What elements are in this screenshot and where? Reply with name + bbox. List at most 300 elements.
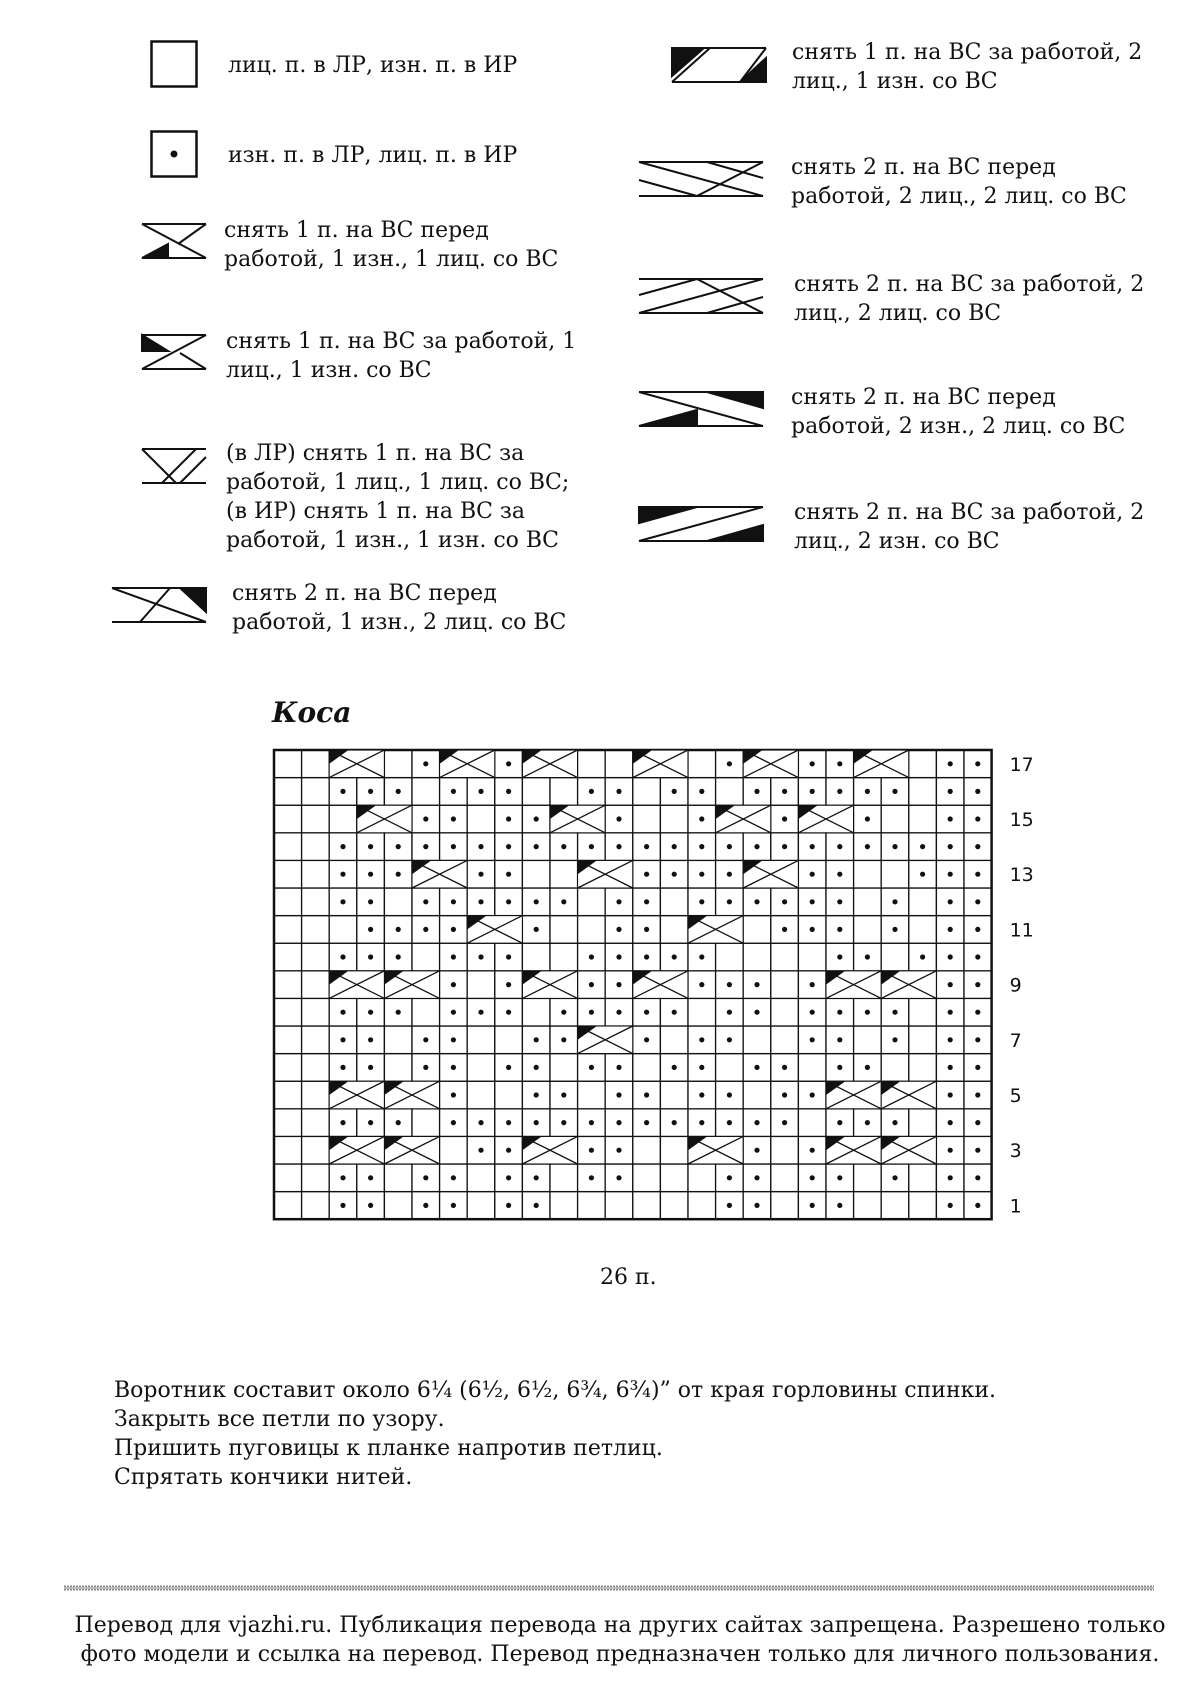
chart-cell bbox=[495, 1081, 523, 1109]
chart-cell bbox=[909, 1109, 937, 1137]
chart-cell bbox=[743, 943, 771, 971]
purl-dot bbox=[340, 1037, 345, 1042]
purl-dot bbox=[975, 1203, 980, 1208]
purl-dot bbox=[754, 1148, 759, 1153]
legend-text-line: снять 2 п. на ВС перед bbox=[791, 155, 1056, 180]
legend-text-line: лиц., 1 изн. со ВС bbox=[226, 358, 432, 383]
purl-dot bbox=[451, 982, 456, 987]
purl-dot bbox=[396, 1120, 401, 1125]
decorative-divider bbox=[64, 1583, 1154, 1593]
purl-dot bbox=[837, 1120, 842, 1125]
chart-cell bbox=[302, 1136, 330, 1164]
purl-dot bbox=[534, 899, 539, 904]
chart-cell bbox=[522, 943, 550, 971]
purl-dot bbox=[506, 954, 511, 959]
chart-cell bbox=[274, 833, 302, 861]
purl-dot bbox=[451, 1203, 456, 1208]
purl-dot bbox=[478, 1010, 483, 1015]
purl-dot bbox=[506, 982, 511, 987]
chart-cell bbox=[743, 1081, 771, 1109]
chart-cell bbox=[716, 943, 744, 971]
purl-dot bbox=[589, 1148, 594, 1153]
chart-cell bbox=[522, 998, 550, 1026]
purl-dot bbox=[478, 844, 483, 849]
chart-cell bbox=[467, 971, 495, 999]
purl-dot bbox=[699, 982, 704, 987]
chart-cell bbox=[550, 1192, 578, 1220]
legend-text-line: работой, 1 изн., 1 изн. со ВС bbox=[226, 528, 559, 553]
purl-dot bbox=[561, 1092, 566, 1097]
chart-cell bbox=[909, 750, 937, 778]
row-number-label: 1 bbox=[1009, 1195, 1022, 1218]
purl-dot bbox=[727, 872, 732, 877]
purl-dot bbox=[451, 1092, 456, 1097]
purl-dot bbox=[782, 927, 787, 932]
purl-dot bbox=[561, 1010, 566, 1015]
legend-text-line: лиц., 1 изн. со ВС bbox=[792, 69, 998, 94]
purl-dot bbox=[727, 982, 732, 987]
purl-dot bbox=[589, 1010, 594, 1015]
purl-dot bbox=[644, 927, 649, 932]
purl-dot bbox=[616, 1175, 621, 1180]
purl-dot bbox=[506, 1065, 511, 1070]
purl-dot bbox=[478, 1148, 483, 1153]
purl-dot bbox=[672, 789, 677, 794]
purl-dot bbox=[810, 872, 815, 877]
purl-dot bbox=[699, 816, 704, 821]
purl-dot bbox=[727, 844, 732, 849]
purl-dot bbox=[948, 899, 953, 904]
purl-dot bbox=[368, 954, 373, 959]
chart-cell bbox=[302, 1054, 330, 1082]
purl-dot bbox=[699, 844, 704, 849]
chart-cell bbox=[274, 888, 302, 916]
footer-line: фото модели и ссылка на перевод. Перевод предназначен только для личного пользования. bbox=[80, 1642, 1160, 1667]
chart-cell bbox=[798, 1054, 826, 1082]
purl-dot bbox=[975, 954, 980, 959]
footer-line: Перевод для vjazhi.ru. Публикация перевода на других сайтах запрещена. Разрешено только bbox=[74, 1613, 1166, 1638]
chart-cell bbox=[550, 943, 578, 971]
instruction-line: Закрыть все петли по узору. bbox=[114, 1407, 445, 1432]
legend-text-line: работой, 2 лиц., 2 лиц. со ВС bbox=[791, 184, 1127, 209]
chart-cell bbox=[274, 805, 302, 833]
purl-dot bbox=[423, 1065, 428, 1070]
row-number-label: 7 bbox=[1009, 1029, 1022, 1052]
purl-dot bbox=[423, 844, 428, 849]
purl-dot bbox=[340, 899, 345, 904]
chart-cell bbox=[771, 971, 799, 999]
chart-cell bbox=[771, 1136, 799, 1164]
chart-cell bbox=[274, 1054, 302, 1082]
purl-dot bbox=[948, 844, 953, 849]
purl-dot bbox=[368, 899, 373, 904]
purl-dot bbox=[616, 1120, 621, 1125]
purl-dot bbox=[451, 899, 456, 904]
purl-dot bbox=[948, 872, 953, 877]
chart-cell bbox=[274, 943, 302, 971]
purl-dot bbox=[810, 1148, 815, 1153]
chart-cell bbox=[578, 1081, 606, 1109]
purl-dot bbox=[837, 1065, 842, 1070]
purl-dot bbox=[865, 816, 870, 821]
chart-cell bbox=[881, 943, 909, 971]
purl-dot bbox=[534, 1120, 539, 1125]
purl-dot bbox=[754, 1175, 759, 1180]
chart-cell bbox=[854, 888, 882, 916]
purl-dot bbox=[423, 927, 428, 932]
purl-dot bbox=[561, 1037, 566, 1042]
chart-cell bbox=[578, 916, 606, 944]
chart-cell bbox=[605, 1192, 633, 1220]
chart-cell bbox=[660, 916, 688, 944]
chart-cell bbox=[909, 916, 937, 944]
chart-cell bbox=[329, 805, 357, 833]
purl-dot bbox=[892, 789, 897, 794]
instruction-line: Воротник составит около 6¼ (6½, 6½, 6¾, 6¾)” от края горловины спинки. bbox=[114, 1378, 997, 1403]
legend-text-line: лиц., 2 лиц. со ВС bbox=[794, 301, 1002, 326]
chart-cell bbox=[302, 1109, 330, 1137]
purl-dot bbox=[948, 954, 953, 959]
chart-cell bbox=[274, 998, 302, 1026]
legend-text-line: снять 2 п. на ВС за работой, 2 bbox=[794, 272, 1145, 297]
purl-dot bbox=[368, 927, 373, 932]
chart-title: Коса bbox=[272, 696, 352, 729]
purl-dot bbox=[616, 1092, 621, 1097]
chart-stitch-count: 26 п. bbox=[600, 1265, 657, 1290]
chart-cell bbox=[302, 1081, 330, 1109]
chart-cell bbox=[909, 1192, 937, 1220]
purl-dot bbox=[837, 927, 842, 932]
purl-dot bbox=[975, 982, 980, 987]
purl-dot bbox=[727, 1037, 732, 1042]
chart-cell bbox=[302, 888, 330, 916]
purl-dot bbox=[782, 789, 787, 794]
purl-dot bbox=[948, 1148, 953, 1153]
chart-cell bbox=[881, 1192, 909, 1220]
purl-dot bbox=[837, 844, 842, 849]
chart-cell bbox=[550, 860, 578, 888]
chart-cell bbox=[302, 998, 330, 1026]
purl-dot bbox=[368, 1120, 373, 1125]
chart-cell bbox=[302, 1164, 330, 1192]
purl-dot bbox=[948, 1175, 953, 1180]
chart-cell bbox=[302, 943, 330, 971]
purl-dot bbox=[644, 1037, 649, 1042]
chart-cell bbox=[302, 750, 330, 778]
purl-dot bbox=[920, 844, 925, 849]
purl-dot bbox=[754, 844, 759, 849]
purl-dot bbox=[506, 1010, 511, 1015]
purl-dot bbox=[616, 927, 621, 932]
purl-dot bbox=[948, 982, 953, 987]
purl-dot bbox=[478, 1120, 483, 1125]
purl-dot bbox=[534, 1175, 539, 1180]
purl-dot bbox=[837, 1203, 842, 1208]
chart-cell bbox=[412, 998, 440, 1026]
purl-dot bbox=[451, 1037, 456, 1042]
chart-cell bbox=[467, 1054, 495, 1082]
purl-dot bbox=[948, 761, 953, 766]
purl-dot bbox=[810, 982, 815, 987]
row-number-label: 13 bbox=[1009, 864, 1034, 887]
chart-cell bbox=[467, 805, 495, 833]
purl-dot bbox=[810, 1175, 815, 1180]
purl-dot bbox=[782, 1092, 787, 1097]
purl-dot bbox=[506, 872, 511, 877]
purl-dot bbox=[589, 1175, 594, 1180]
purl-dot bbox=[534, 1065, 539, 1070]
purl-dot bbox=[672, 1065, 677, 1070]
purl-dot bbox=[948, 1065, 953, 1070]
purl-dot bbox=[837, 761, 842, 766]
purl-dot bbox=[672, 844, 677, 849]
purl-dot bbox=[975, 1120, 980, 1125]
purl-dot bbox=[506, 844, 511, 849]
purl-dot bbox=[699, 954, 704, 959]
purl-dot bbox=[782, 844, 787, 849]
chart-cell bbox=[716, 778, 744, 806]
purl-dot bbox=[975, 1092, 980, 1097]
chart-cell bbox=[854, 1164, 882, 1192]
purl-dot bbox=[644, 954, 649, 959]
purl-dot bbox=[948, 1010, 953, 1015]
legend-text-line: (в ИР) снять 1 п. на ВС за bbox=[226, 499, 526, 524]
purl-dot bbox=[451, 1010, 456, 1015]
purl-dot bbox=[589, 1065, 594, 1070]
chart-cell bbox=[384, 888, 412, 916]
purl-dot bbox=[396, 927, 401, 932]
chart-cell bbox=[771, 1026, 799, 1054]
row-number-label: 15 bbox=[1009, 809, 1034, 831]
chart-cell bbox=[412, 778, 440, 806]
chart-cell bbox=[660, 1026, 688, 1054]
purl-dot bbox=[589, 789, 594, 794]
footer-notice bbox=[60, 1611, 1180, 1669]
purl-dot bbox=[892, 1010, 897, 1015]
purl-dot bbox=[340, 1120, 345, 1125]
chart-cell bbox=[329, 916, 357, 944]
purl-dot bbox=[340, 954, 345, 959]
chart-cell bbox=[274, 860, 302, 888]
purl-dot bbox=[810, 899, 815, 904]
legend-text-line: работой, 1 изн., 1 лиц. со ВС bbox=[224, 247, 559, 272]
purl-dot bbox=[644, 899, 649, 904]
chart-cell bbox=[384, 1026, 412, 1054]
purl-dot bbox=[561, 844, 566, 849]
chart-cell bbox=[302, 971, 330, 999]
purl-dot bbox=[340, 1203, 345, 1208]
chart-cell bbox=[440, 1136, 468, 1164]
chart-cell bbox=[274, 1192, 302, 1220]
purl-dot bbox=[616, 1148, 621, 1153]
chart-cell bbox=[909, 1054, 937, 1082]
purl-dot bbox=[506, 899, 511, 904]
chart-cell bbox=[384, 1164, 412, 1192]
chart-cell bbox=[909, 778, 937, 806]
chart-cell bbox=[302, 1192, 330, 1220]
purl-dot bbox=[368, 1203, 373, 1208]
purl-dot bbox=[616, 899, 621, 904]
purl-dot bbox=[396, 789, 401, 794]
chart-cell bbox=[578, 1192, 606, 1220]
chart-cell bbox=[660, 1136, 688, 1164]
purl-dot bbox=[727, 1175, 732, 1180]
purl-dot bbox=[727, 899, 732, 904]
purl-dot bbox=[837, 1010, 842, 1015]
chart-cell bbox=[909, 998, 937, 1026]
purl-dot bbox=[810, 1010, 815, 1015]
purl-dot bbox=[892, 899, 897, 904]
purl-dot bbox=[340, 789, 345, 794]
purl-dot bbox=[975, 1148, 980, 1153]
chart-cell bbox=[688, 1192, 716, 1220]
chart-cell bbox=[909, 1026, 937, 1054]
chart-cell bbox=[302, 1026, 330, 1054]
purl-dot bbox=[478, 789, 483, 794]
chart-cell bbox=[605, 750, 633, 778]
purl-dot bbox=[616, 816, 621, 821]
purl-dot bbox=[368, 789, 373, 794]
purl-dot bbox=[754, 899, 759, 904]
chart-cell bbox=[467, 1192, 495, 1220]
chart-cell bbox=[302, 860, 330, 888]
purl-dot bbox=[423, 1037, 428, 1042]
purl-dot bbox=[534, 844, 539, 849]
purl-dot bbox=[837, 899, 842, 904]
purl-dot bbox=[478, 899, 483, 904]
purl-dot bbox=[534, 1092, 539, 1097]
purl-dot bbox=[754, 1010, 759, 1015]
purl-dot bbox=[534, 927, 539, 932]
chart-cell bbox=[688, 1164, 716, 1192]
purl-dot bbox=[948, 789, 953, 794]
chart-cell bbox=[274, 1081, 302, 1109]
chart-cell bbox=[854, 1192, 882, 1220]
chart-cell bbox=[274, 750, 302, 778]
purl-dot bbox=[616, 1010, 621, 1015]
purl-dot bbox=[506, 1203, 511, 1208]
purl-dot bbox=[865, 1010, 870, 1015]
legend-text-line: снять 1 п. на ВС за работой, 2 bbox=[792, 40, 1143, 65]
purl-dot bbox=[975, 927, 980, 932]
chart-cell bbox=[467, 1026, 495, 1054]
chart-cell bbox=[881, 860, 909, 888]
purl-dot bbox=[892, 1120, 897, 1125]
purl-dot bbox=[865, 789, 870, 794]
chart-cell bbox=[522, 860, 550, 888]
purl-dot bbox=[589, 844, 594, 849]
purl-dot bbox=[644, 1120, 649, 1125]
purl-dot bbox=[837, 1037, 842, 1042]
chart-cell bbox=[633, 1054, 661, 1082]
chart-cell bbox=[881, 805, 909, 833]
chart-cell bbox=[798, 943, 826, 971]
purl-dot bbox=[616, 1065, 621, 1070]
purl-dot bbox=[782, 1065, 787, 1070]
chart-cell bbox=[660, 1192, 688, 1220]
purl-dot bbox=[672, 872, 677, 877]
chart-cell bbox=[274, 1164, 302, 1192]
chart-cell bbox=[550, 916, 578, 944]
chart-cell bbox=[854, 860, 882, 888]
purl-dot bbox=[810, 1203, 815, 1208]
chart-cell bbox=[384, 1192, 412, 1220]
chart-cell bbox=[798, 1109, 826, 1137]
purl-dot bbox=[340, 1175, 345, 1180]
purl-dot bbox=[561, 1120, 566, 1125]
chart-cell bbox=[909, 888, 937, 916]
legend-text-line: снять 2 п. на ВС перед bbox=[791, 385, 1056, 410]
chart-cell bbox=[495, 1026, 523, 1054]
purl-dot bbox=[506, 1175, 511, 1180]
chart-cell bbox=[909, 805, 937, 833]
purl-dot bbox=[948, 1092, 953, 1097]
purl-dot bbox=[699, 1065, 704, 1070]
purl-dot bbox=[920, 954, 925, 959]
chart-cell bbox=[633, 1164, 661, 1192]
purl-dot bbox=[368, 1037, 373, 1042]
purl-dot bbox=[865, 954, 870, 959]
chart-cell bbox=[633, 805, 661, 833]
chart-cell bbox=[716, 1054, 744, 1082]
purl-dot bbox=[423, 1203, 428, 1208]
purl-dot bbox=[810, 789, 815, 794]
purl-dot bbox=[561, 899, 566, 904]
chart-cell bbox=[660, 805, 688, 833]
purl-dot bbox=[423, 816, 428, 821]
purl-dot bbox=[782, 899, 787, 904]
chart-cell bbox=[467, 1081, 495, 1109]
legend-text-line: (в ЛР) снять 1 п. на ВС за bbox=[226, 441, 525, 466]
legend-text-line: работой, 1 изн., 2 лиц. со ВС bbox=[232, 610, 567, 635]
purl-dot bbox=[727, 1010, 732, 1015]
purl-dot bbox=[810, 761, 815, 766]
purl-dot bbox=[506, 761, 511, 766]
purl-dot bbox=[754, 789, 759, 794]
chart-cell bbox=[412, 943, 440, 971]
purl-dot bbox=[644, 1010, 649, 1015]
chart-cell bbox=[633, 1136, 661, 1164]
purl-dot bbox=[810, 1092, 815, 1097]
purl-dot bbox=[340, 872, 345, 877]
purl-dot bbox=[368, 1010, 373, 1015]
purl-dot bbox=[423, 761, 428, 766]
purl-dot bbox=[368, 872, 373, 877]
chart-cell bbox=[881, 1054, 909, 1082]
chart-cell bbox=[467, 1164, 495, 1192]
chart-cell bbox=[384, 750, 412, 778]
purl-dot bbox=[534, 1203, 539, 1208]
purl-dot bbox=[451, 789, 456, 794]
purl-dot bbox=[892, 927, 897, 932]
purl-dot bbox=[616, 954, 621, 959]
purl-dot bbox=[699, 872, 704, 877]
purl-dot bbox=[644, 872, 649, 877]
chart-cell bbox=[302, 805, 330, 833]
chart-cell bbox=[771, 998, 799, 1026]
purl-dot bbox=[616, 844, 621, 849]
purl-dot bbox=[948, 1203, 953, 1208]
purl-dot bbox=[975, 899, 980, 904]
chart-cell bbox=[274, 916, 302, 944]
purl-dot bbox=[975, 789, 980, 794]
purl-dot bbox=[340, 1065, 345, 1070]
chart-cell bbox=[854, 916, 882, 944]
purl-dot bbox=[837, 1175, 842, 1180]
instruction-line: Пришить пуговицы к планке напротив петлиц. bbox=[114, 1436, 663, 1461]
row-number-label: 5 bbox=[1009, 1085, 1022, 1107]
purl-dot bbox=[948, 1037, 953, 1042]
